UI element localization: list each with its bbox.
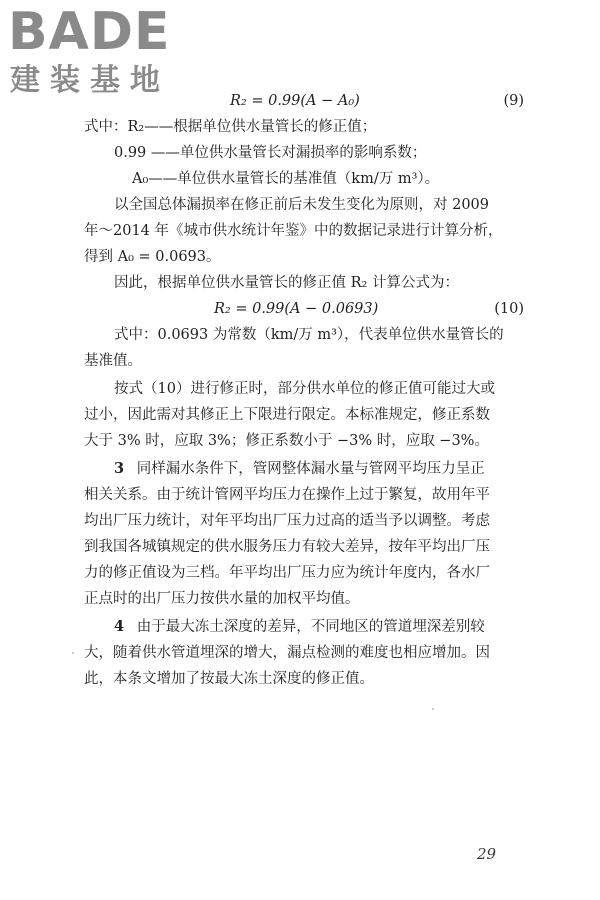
where-line-coefficient: 0.99 ——单位供水量管长对漏损率的影响系数； xyxy=(114,145,427,161)
where2-line-1: 式中：0.0693 为常数（km/万 m³），代表单位供水量管长的 xyxy=(114,327,504,343)
limits-line-3: 大于 3% 时，应取 3%；修正系数小于 −3% 时，应取 −3%。 xyxy=(84,433,489,449)
equation-9 xyxy=(84,88,524,114)
item-4-text-1: 由于最大冻土深度的差异，不同地区的管道埋深差别较 xyxy=(136,619,485,635)
item-3-line-4: 到我国各城镇规定的供水服务压力有较大差异，按年平均出厂压 xyxy=(84,539,490,555)
logo-text-en: BADE xyxy=(8,2,171,62)
limits-line-2: 过小，因此需对其修正上下限进行限定。本标准规定，修正系数 xyxy=(84,407,490,423)
where-line-a0: A₀——单位供水量管长的基准值（km/万 m³）。 xyxy=(132,171,440,187)
where-line-r2: 式中：R₂——根据单位供水量管长的修正值； xyxy=(84,119,377,135)
where2-line-2: 基准值。 xyxy=(84,353,142,369)
logo-text-cn: 建装基地 xyxy=(10,63,170,98)
item-3-line-3: 均出厂压力统计，对年平均出厂压力过高的适当予以调整。考虑 xyxy=(84,513,490,529)
scan-speck xyxy=(72,652,74,654)
watermark-logo xyxy=(8,2,178,101)
basis-line-3: 得到 A₀ = 0.0693。 xyxy=(84,249,221,265)
item-4-number: 4 xyxy=(114,618,125,635)
basis-line-1: 以全国总体漏损率在修正前后未发生变化为原则，对 2009 xyxy=(114,197,490,213)
page-body xyxy=(84,88,524,692)
item-3-text-1: 同样漏水条件下，管网整体漏水量与管网平均压力呈正 xyxy=(136,461,485,477)
equation-9-formula: R₂ = 0.99(A − A₀) xyxy=(230,93,360,109)
item-3-line-5: 力的修正值设为三档。年平均出厂压力应为统计年度内，各水厂 xyxy=(84,565,490,581)
item-3-line-2: 相关关系。由于统计管网平均压力在操作上过于繁复，故用年平 xyxy=(84,487,490,503)
page-number: 29 xyxy=(477,845,497,863)
basis-line-2: 年～2014 年《城市供水统计年鉴》中的数据记录进行计算分析， xyxy=(84,223,503,239)
item-4-line-2: 大，随着供水管道埋深的增大，漏点检测的难度也相应增加。因 xyxy=(84,645,490,661)
equation-10-formula: R₂ = 0.99(A − 0.0693) xyxy=(214,301,379,317)
scan-speck xyxy=(432,708,434,710)
equation-9-number: (9) xyxy=(503,93,524,109)
item-3-number: 3 xyxy=(114,460,125,477)
limits-line-1: 按式（10）进行修正时，部分供水单位的修正值可能过大或 xyxy=(114,381,495,397)
equation-10-number: (10) xyxy=(494,301,524,317)
item-4-line-3: 此，本条文增加了按最大冻土深度的修正值。 xyxy=(84,671,374,687)
therefore-line: 因此，根据单位供水量管长的修正值 R₂ 计算公式为： xyxy=(114,275,459,291)
item-3-line-1 xyxy=(84,456,524,482)
equation-10 xyxy=(84,296,524,322)
item-3-line-6: 正点时的出厂压力按供水量的加权平均值。 xyxy=(84,591,360,607)
item-4-line-1 xyxy=(84,614,524,640)
